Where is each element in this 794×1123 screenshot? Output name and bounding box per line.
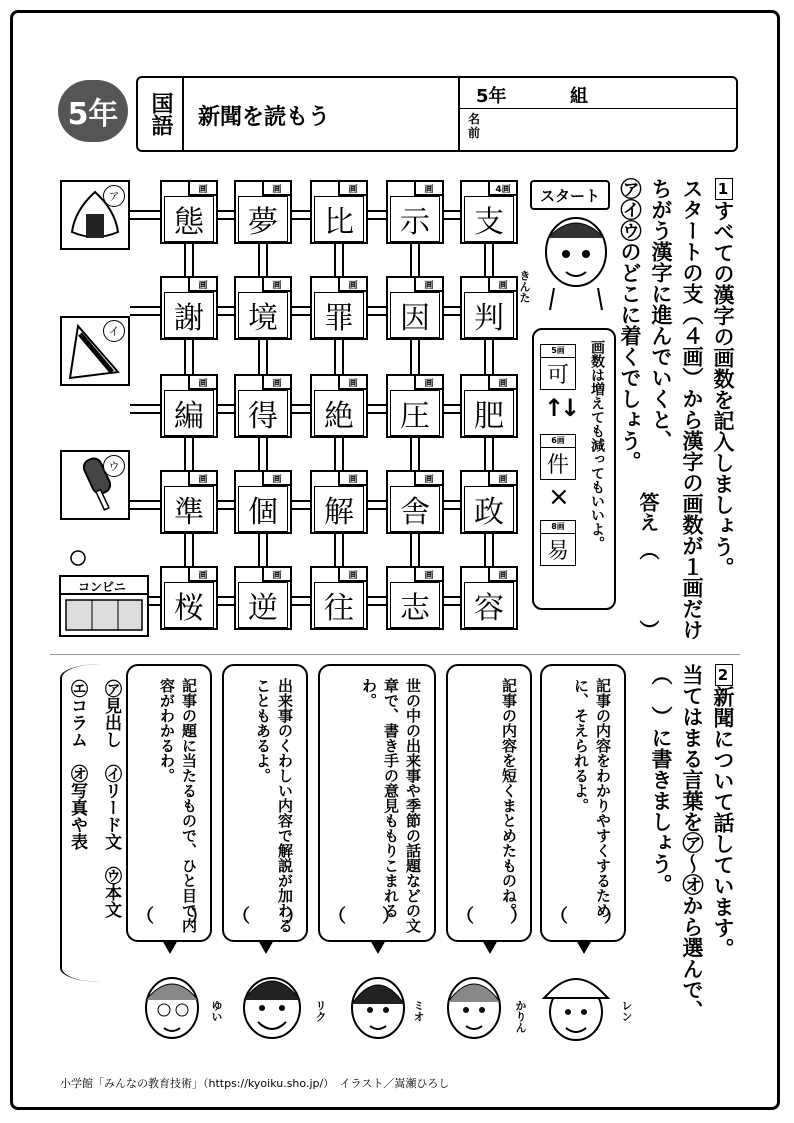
stroke-count-field[interactable]: 画 (414, 374, 444, 390)
maze-connector (410, 438, 420, 470)
bubble-tail (482, 940, 498, 954)
maze-connector (292, 210, 310, 220)
hint-example-2-kanji: 件 (546, 452, 569, 478)
hint-text: 画数は増えても減ってもいいよ。 (589, 340, 605, 550)
hint-example-1-kanji: 可 (546, 362, 569, 388)
maze-connector (218, 306, 234, 316)
grade-label: 5年 (476, 86, 507, 107)
class-label: 組 (570, 86, 588, 107)
section-divider (50, 654, 740, 655)
q2-line-3: （ ）に書きましょう。 (649, 664, 673, 895)
blank-karin[interactable]: （ ） (456, 906, 528, 927)
kanji-character: 準 (164, 486, 214, 532)
characters-illustration (130, 960, 630, 1050)
maze-connector (184, 340, 194, 374)
char-name-mio: ミオ (412, 1000, 425, 1022)
q1-line-3: ちがう漢字に進んでいくと、 (649, 178, 673, 451)
goal-label-u: ウ (103, 455, 125, 477)
speech-bubble-ren (540, 664, 626, 942)
q2-line-2: 当てはまる言葉を㋐〜㋔から選んで、 (680, 664, 704, 1021)
kanji-cell (310, 180, 368, 244)
stroke-count-field[interactable]: 画 (338, 470, 368, 486)
hint-example-1 (540, 344, 576, 390)
stroke-count-field[interactable]: 画 (188, 374, 218, 390)
kanji-cell (460, 276, 518, 340)
options-line-2: ㋓コラム ㋔写真や表 (67, 680, 87, 850)
maze-connector (292, 596, 310, 606)
hint-example-3-kanji: 易 (546, 538, 569, 564)
maze-connector (218, 210, 234, 220)
maze-connector (368, 596, 386, 606)
kanji-character: 編 (164, 390, 214, 436)
stroke-count-field[interactable]: 画 (414, 276, 444, 292)
name-field-label: 名前 (468, 112, 481, 140)
kanji-character: 支 (464, 196, 514, 242)
maze-connector (368, 210, 386, 220)
maze-connector (130, 210, 160, 220)
kanji-cell (310, 374, 368, 438)
hint-box (532, 328, 616, 610)
bubble-text-yui: 記事の題に当たるもので、ひと目で内容がわかるわ。 (158, 678, 198, 933)
stroke-count-field[interactable]: 画 (188, 566, 218, 582)
kanji-character: 示 (390, 196, 440, 242)
kanji-cell (234, 566, 292, 630)
maze-connector (484, 340, 494, 374)
bubble-text-karin: 記事の内容を短くまとめたものね。 (500, 678, 518, 918)
char-name-ren: レン (620, 1000, 633, 1022)
q2-line-1: 新聞について話しています。 (711, 686, 735, 959)
kanji-cell (234, 374, 292, 438)
maze-connector (218, 596, 234, 606)
stroke-count-field[interactable]: 画 (338, 374, 368, 390)
bubble-tail (576, 940, 592, 954)
blank-mio[interactable]: （ ） (328, 906, 400, 927)
maze-connector (444, 596, 460, 606)
maze-connector (218, 500, 234, 510)
stroke-count-field[interactable]: 画 (414, 180, 444, 196)
grade-badge: 5年 (58, 80, 128, 142)
stroke-count-field[interactable]: 画 (338, 180, 368, 196)
stroke-count-field[interactable]: 画 (262, 276, 292, 292)
blank-ren[interactable]: （ ） (550, 906, 622, 927)
hint-example-2-stroke: 6画 (541, 435, 575, 448)
kanji-cell (160, 276, 218, 340)
q1-answer-field[interactable] (632, 560, 656, 616)
maze-connector (292, 500, 310, 510)
stroke-count-field[interactable]: 画 (262, 374, 292, 390)
hint-example-2 (540, 434, 576, 480)
stroke-count-field[interactable]: 画 (338, 276, 368, 292)
char-name-yui: ゆい (210, 1000, 223, 1022)
maze-connector (334, 244, 344, 276)
bubble-tail (370, 940, 386, 954)
speech-bubble-yui (126, 664, 212, 942)
kanji-cell (310, 276, 368, 340)
goal-label-i: イ (103, 320, 125, 342)
maze-connector (130, 306, 160, 316)
maze-connector (410, 244, 420, 276)
kanji-cell (460, 470, 518, 534)
subject-label (138, 78, 184, 150)
kanji-cell (386, 374, 444, 438)
karin-face-icon (448, 978, 500, 1038)
kinta-character-icon (534, 210, 618, 310)
student-info (458, 78, 736, 150)
maze-connector (410, 534, 420, 566)
maze-connector (368, 404, 386, 414)
maze-connector (334, 438, 344, 470)
maze-connector (258, 438, 268, 470)
stroke-count-field[interactable]: 画 (188, 276, 218, 292)
stroke-count-field[interactable]: 画 (262, 470, 292, 486)
maze-connector (258, 534, 268, 566)
kanji-cell (160, 374, 218, 438)
bubble-tail (162, 940, 178, 954)
bubble-text-riku: 出来事のくわしい内容で解説が加わることもあるよ。 (254, 678, 294, 933)
store-sign: コンビニ (77, 580, 126, 594)
ren-face-icon (544, 979, 608, 1040)
char-name-riku: リク (314, 1000, 327, 1022)
maze-connector (292, 404, 310, 414)
kanji-character: 志 (390, 582, 440, 628)
stroke-count-field[interactable]: 画 (338, 566, 368, 582)
kanji-character: 政 (464, 486, 514, 532)
kanji-cell (386, 470, 444, 534)
maze-connector (368, 500, 386, 510)
maze-connector (334, 534, 344, 566)
maze-connector (292, 306, 310, 316)
hint-example-3 (540, 520, 576, 566)
q1-answer-close: ） (636, 620, 660, 640)
kanji-cell (234, 276, 292, 340)
maze-connector (444, 404, 460, 414)
q1-line-4: ㋐㋑㋒のどこに着くでしょう。 (618, 178, 642, 472)
q1-number: 1 (714, 180, 732, 198)
start-label: スタート (530, 180, 610, 210)
kanji-cell (460, 374, 518, 438)
stroke-count-field[interactable]: 画 (488, 374, 518, 390)
class-row (460, 78, 736, 109)
q2-number: 2 (714, 666, 732, 684)
blank-yui[interactable]: （ ） (136, 906, 208, 927)
maze-connector (484, 244, 494, 276)
kanji-cell (234, 180, 292, 244)
worksheet-title: 新聞を読もう (198, 105, 331, 130)
kanji-cell (460, 566, 518, 630)
kanji-cell (160, 470, 218, 534)
kanji-character: 態 (164, 196, 214, 242)
mio-face-icon (352, 978, 404, 1038)
kanji-character: 判 (464, 292, 514, 338)
hint-ok-arrow: ↑↓ (544, 394, 577, 422)
maze-connector (444, 500, 460, 510)
riku-face-icon (244, 978, 300, 1038)
q2-text (645, 664, 738, 1024)
stroke-count-field[interactable]: 画 (414, 566, 444, 582)
speech-bubble-riku (222, 664, 308, 942)
kanji-character: 境 (238, 292, 288, 338)
kanji-character: 容 (464, 582, 514, 628)
kanji-character: 因 (390, 292, 440, 338)
kanji-character: 往 (314, 582, 364, 628)
kanji-cell (310, 566, 368, 630)
kanji-character: 個 (238, 486, 288, 532)
kanji-character: 逆 (238, 582, 288, 628)
kanji-cell (386, 180, 444, 244)
subject-text: 国語 (148, 92, 173, 136)
stroke-count-field[interactable]: 画 (188, 180, 218, 196)
credit-line: 小学館「みんなの教育技術」（https://kyoiku.sho.jp/） イラスト／嵩瀬ひろし (60, 1077, 450, 1090)
maze-connector (368, 306, 386, 316)
kanji-cell (160, 180, 218, 244)
hint-example-1-stroke: 5画 (541, 345, 575, 358)
maze-connector (258, 340, 268, 374)
q1-line-2: スタートの支（４画）から漢字の画数が１画だけ (680, 178, 704, 640)
kanji-character: 比 (314, 196, 364, 242)
blank-riku[interactable]: （ ） (232, 906, 304, 927)
char-name-karin: かりん (514, 1000, 527, 1033)
stroke-count-field[interactable]: 画 (488, 470, 518, 486)
kanji-character: 肥 (464, 390, 514, 436)
kanji-cell (310, 470, 368, 534)
stroke-count-field[interactable]: 画 (262, 180, 292, 196)
maze-connector (484, 534, 494, 566)
kanji-cell (160, 566, 218, 630)
kanji-character: 舎 (390, 486, 440, 532)
q1-text (614, 178, 738, 698)
kanji-character: 謝 (164, 292, 214, 338)
kanji-character: 得 (238, 390, 288, 436)
maze-connector (130, 500, 160, 510)
q1-line-1: すべての漢字の画数を記入しましょう。 (711, 200, 735, 578)
maze-connector (444, 306, 460, 316)
options-line-1: ㋐見出し ㋑リード文 ㋒本文 (101, 680, 121, 918)
maze-connector (184, 244, 194, 276)
stroke-count-field[interactable]: 画 (188, 470, 218, 486)
header-box (136, 76, 738, 152)
maze-connector (484, 438, 494, 470)
bubble-tail (258, 940, 274, 954)
maze-connector (184, 438, 194, 470)
stroke-count-field[interactable]: 4画 (488, 180, 518, 196)
stroke-count-field[interactable]: 画 (488, 566, 518, 582)
options-list (60, 680, 128, 980)
kinta-name: きんた (518, 270, 531, 303)
maze-connector (410, 340, 420, 374)
maze-connector (444, 210, 460, 220)
stroke-count-field[interactable]: 画 (262, 566, 292, 582)
q1-answer-label: 答え (636, 492, 660, 532)
goal-label-a: ア (103, 185, 125, 207)
stroke-count-field[interactable]: 画 (488, 276, 518, 292)
maze-connector (334, 340, 344, 374)
kanji-cell (234, 470, 292, 534)
speech-bubble-karin (446, 664, 532, 942)
speech-bubble-mio (318, 664, 436, 942)
kanji-character: 夢 (238, 196, 288, 242)
bubble-text-mio: 世の中の出来事や季節の話題などの文章で、書き手の意見ももりこまれるわ。 (360, 678, 422, 933)
maze-connector (184, 534, 194, 566)
hint-example-3-stroke: 8画 (541, 521, 575, 534)
kanji-character: 圧 (390, 390, 440, 436)
kanji-cell (460, 180, 518, 244)
maze-connector (258, 244, 268, 276)
bubble-text-ren: 記事の内容をわかりやすくするために、そえられるよ。 (572, 678, 612, 918)
kanji-character: 絶 (314, 390, 364, 436)
hint-ng-mark: × (548, 482, 570, 512)
kanji-cell (386, 566, 444, 630)
kanji-character: 罪 (314, 292, 364, 338)
kanji-cell (386, 276, 444, 340)
q1-answer-open: （ (636, 540, 660, 560)
kanji-character: 桜 (164, 582, 214, 628)
yui-face-icon (146, 978, 198, 1038)
kanji-character: 解 (314, 486, 364, 532)
maze-connector (130, 404, 160, 414)
maze-connector (218, 404, 234, 414)
stroke-count-field[interactable]: 画 (414, 470, 444, 486)
